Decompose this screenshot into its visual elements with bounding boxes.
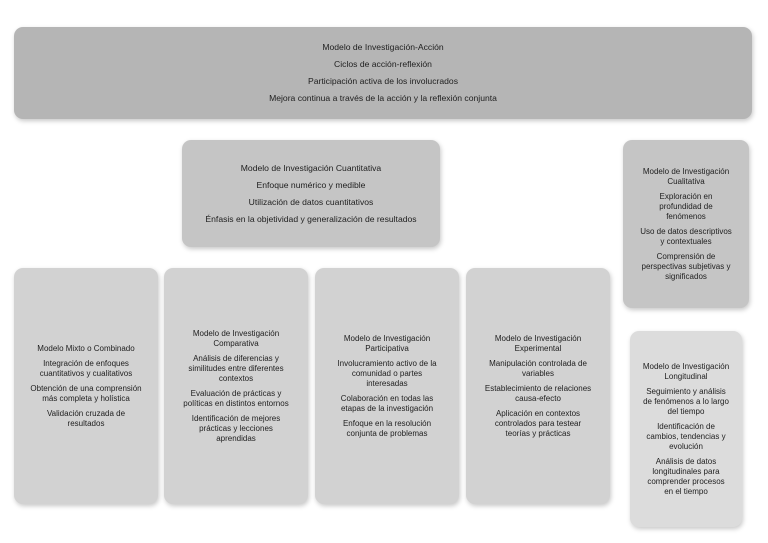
box-item: Establecimiento de relaciones [484,383,592,393]
box-item: Uso de datos descriptivos [640,226,732,236]
box-item: Validación cruzada de [46,408,126,418]
box-modelo-mixto [14,268,158,504]
box-item: Enfoque numérico y medible [256,179,366,190]
box-investigacion-longitudinal [630,331,742,527]
box-item: evolución [669,441,703,451]
box-item: Integración de enfoques [43,358,129,368]
box-item: causa-efecto [515,393,561,403]
box-item: Colaboración en todas las [340,393,434,403]
box-item: fenómenos [666,211,706,221]
box-item: resultados [67,418,105,428]
box-title: Modelo de Investigación [642,361,730,371]
box-item: prácticas y lecciones [199,423,273,433]
box-title: Experimental [514,343,562,353]
box-title: Modelo de Investigación [642,166,730,176]
box-investigacion-experimental [466,268,610,504]
box-item: de fenómenos a lo largo [643,396,729,406]
box-item: Manipulación controlada de [489,358,587,368]
box-item: políticas en distintos entornos [183,398,289,408]
box-item: cambios, tendencias y [646,431,726,441]
box-item: Utilización de datos cuantitativos [248,196,374,207]
box-item: comunidad o partes [351,368,423,378]
box-item: interesadas [366,378,408,388]
box-item: Obtención de una comprensión [30,383,142,393]
box-item: variables [521,368,554,378]
box-title: Modelo de Investigación [192,328,280,338]
box-item: aprendidas [216,433,256,443]
box-item: Involucramiento activo de la [337,358,437,368]
box-item: contextos [218,373,254,383]
box-title: Participativa [365,343,409,353]
box-item: comprender procesos [647,476,725,486]
box-item: Ciclos de acción-reflexión [334,59,432,69]
box-item: del tiempo [667,406,705,416]
box-item: Análisis de diferencias y [193,353,279,363]
box-investigacion-comparativa [164,268,308,504]
box-item: Análisis de datos [655,456,717,466]
box-item: en el tiempo [664,486,708,496]
box-title: Modelo de Investigación-Acción [322,42,444,52]
box-item: Comprensión de [656,251,716,261]
box-title: Longitudinal [664,371,708,381]
box-title: Comparativa [213,338,259,348]
box-title: Modelo Mixto o Combinado [37,343,135,353]
box-item: Identificación de mejores [191,413,281,423]
box-item: Participación activa de los involucrados [308,76,458,86]
box-item: Evaluación de prácticas y [190,388,282,398]
box-item: Identificación de [657,421,715,431]
box-item: Aplicación en contextos [495,408,581,418]
box-item: perspectivas subjetivas y [641,261,731,271]
box-item: Seguimiento y análisis [646,386,726,396]
box-item: más completa y holística [42,393,130,403]
box-item: Exploración en [659,191,713,201]
box-item: Enfoque en la resolución [342,418,432,428]
box-item: cuantitativos y cualitativos [39,368,133,378]
box-title: Modelo de Investigación [343,333,431,343]
box-item: y contextuales [660,236,712,246]
box-item: conjunta de problemas [346,428,428,438]
box-item: similitudes entre diferentes [188,363,284,373]
box-investigacion-accion [14,27,752,119]
box-item: Mejora continua a través de la acción y la reflexión conjunta [269,93,497,103]
box-title: Cualitativa [667,176,705,186]
box-item: teorías y prácticas [505,428,571,438]
box-title: Modelo de Investigación [494,333,582,343]
box-investigacion-cuantitativa [182,140,440,247]
box-item: etapas de la investigación [340,403,434,413]
box-item: longitudinales para [652,466,720,476]
box-item: Énfasis en la objetividad y generalización de resultados [205,213,417,224]
box-item: profundidad de [659,201,713,211]
box-investigacion-cualitativa [623,140,749,308]
box-title: Modelo de Investigación Cuantitativa [240,162,382,173]
box-item: significados [665,271,707,281]
box-investigacion-participativa [315,268,459,504]
box-item: controlados para testear [494,418,582,428]
